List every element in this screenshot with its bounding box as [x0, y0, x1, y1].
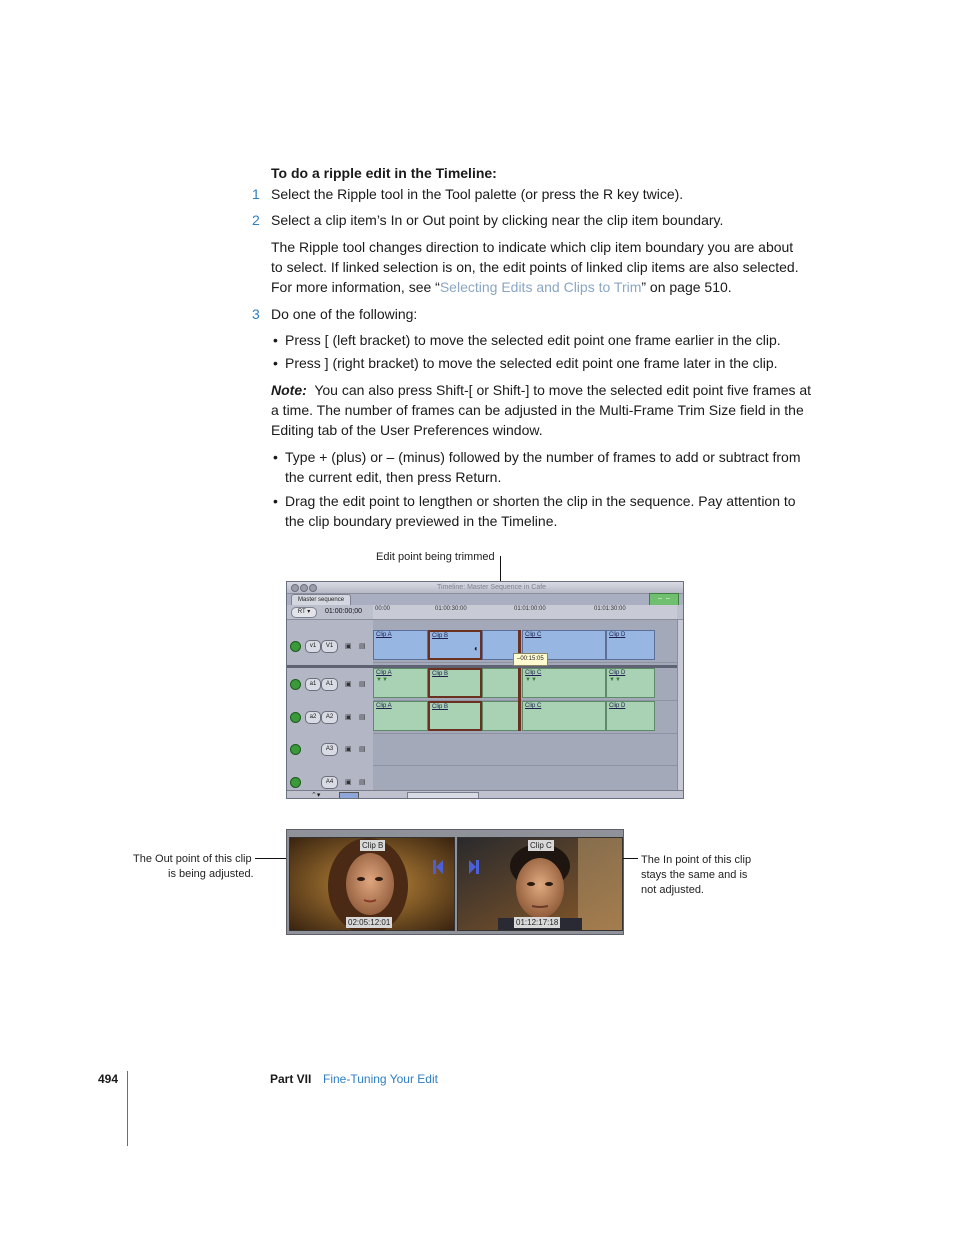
track-audible-icon[interactable] — [290, 712, 301, 723]
note-text: You can also press Shift-[ or Shift-] to move the selected edit point five frames at — [314, 382, 812, 398]
lock-icon[interactable]: ▣ — [345, 714, 352, 721]
callout-edit-point: Edit point being trimmed — [376, 551, 495, 563]
clip-label: Clip B — [432, 671, 449, 677]
track-audible-icon[interactable] — [290, 679, 301, 690]
step-text: Select a clip item’s In or Out point by clicking near the clip item boundary. — [271, 212, 724, 228]
clip-item[interactable] — [482, 701, 520, 731]
step-text: Select the Ripple tool in the Tool palette (or press the R key twice). — [271, 186, 684, 202]
in-point-marker-icon — [468, 859, 480, 875]
edit-point-marker[interactable] — [518, 630, 521, 731]
bullet: • — [273, 493, 278, 509]
ruler-tick: 01:01:00:00 — [514, 606, 546, 612]
auto-select-icon[interactable]: ▤ — [359, 643, 366, 650]
clip-overlays-icon[interactable]: ⌃▾ — [311, 792, 321, 799]
bullet: • — [273, 355, 278, 371]
bullet-text: Drag the edit point to lengthen or shorten the clip in the sequence. Pay attention to — [285, 493, 796, 509]
clip-label: Clip A — [376, 670, 392, 676]
track-header-a3 — [287, 733, 373, 765]
timeline-window — [286, 581, 684, 799]
callout-out-point: The Out point of this clip — [133, 853, 252, 865]
clip-item-selected[interactable] — [428, 668, 482, 698]
callout-in-point: stays the same and is — [641, 869, 748, 881]
page-number: 494 — [98, 1072, 119, 1086]
frame-clip-label: Clip C — [530, 841, 552, 850]
lock-icon[interactable]: ▣ — [345, 779, 352, 786]
bullet-text: the current edit, then press Return. — [285, 469, 502, 485]
clip-item[interactable] — [606, 630, 655, 660]
clip-label: Clip D — [609, 632, 626, 638]
link-marker-icon: ▼▼ — [525, 677, 537, 683]
lock-icon[interactable]: ▣ — [345, 746, 352, 753]
clip-label: Clip B — [432, 704, 449, 710]
clip-label: Clip D — [609, 670, 626, 676]
video-audio-divider[interactable] — [287, 665, 684, 668]
text-fragment: For more information, see “ — [271, 279, 440, 295]
step-number: 1 — [252, 186, 260, 202]
paragraph-line: The Ripple tool changes direction to indicate which clip item boundary you are about — [271, 239, 794, 255]
out-point-marker-icon — [432, 859, 444, 875]
destination-control[interactable]: A3 — [321, 743, 338, 756]
track-lane-a3 — [373, 733, 677, 766]
frame-timecode: 01:12:17:18 — [516, 918, 559, 927]
clip-label: Clip C — [525, 703, 542, 709]
track-audible-icon[interactable] — [290, 744, 301, 755]
callout-leader — [623, 858, 638, 859]
outgoing-frame — [289, 837, 455, 931]
auto-select-icon[interactable]: ▤ — [359, 779, 366, 786]
footer-part: Part VII — [270, 1072, 312, 1086]
tab-master-sequence[interactable]: Master sequence — [291, 594, 351, 605]
footer-chapter-link[interactable]: Fine-Tuning Your Edit — [323, 1072, 438, 1086]
note-label: Note: — [271, 382, 307, 398]
clip-label: Clip A — [376, 632, 392, 638]
clip-item[interactable] — [373, 668, 428, 698]
bullet-text: the clip boundary previewed in the Timeline. — [285, 513, 558, 529]
track-lane-a1 — [373, 668, 677, 701]
note-line: Editing tab of the User Preferences window. — [271, 422, 543, 438]
ruler-tick: 01:00:30:00 — [435, 606, 467, 612]
bullet-text: Press ] (right bracket) to move the selected edit point one frame later in the clip. — [285, 355, 778, 371]
callout-out-point: is being adjusted. — [168, 868, 254, 880]
current-timecode-field[interactable]: 01:00:00;00 — [325, 608, 362, 615]
lock-icon[interactable]: ▣ — [345, 643, 352, 650]
auto-select-icon[interactable]: ▤ — [359, 746, 366, 753]
rt-menu-button[interactable]: RT ▾ — [291, 607, 317, 618]
clip-item[interactable] — [606, 668, 655, 698]
bullet: • — [273, 332, 278, 348]
bullet: • — [273, 449, 278, 465]
step-text: Do one of the following: — [271, 306, 418, 322]
destination-control[interactable]: A2 — [321, 711, 338, 724]
track-headers — [287, 620, 374, 790]
track-lane-a2 — [373, 701, 677, 734]
paragraph-line — [271, 277, 732, 297]
destination-control[interactable]: A1 — [321, 678, 338, 691]
auto-select-icon[interactable]: ▤ — [359, 681, 366, 688]
destination-control[interactable]: V1 — [321, 640, 338, 653]
minimize-button[interactable] — [300, 584, 308, 592]
text-fragment: ” on page 510. — [641, 279, 732, 295]
step-number: 2 — [252, 212, 260, 228]
cross-reference-link[interactable]: Selecting Edits and Clips to Trim — [439, 279, 642, 295]
track-height-control[interactable] — [339, 792, 359, 799]
bullet-text: Press [ (left bracket) to move the selected edit point one frame earlier in the clip. — [285, 332, 781, 348]
vertical-scrollbar[interactable] — [677, 620, 684, 790]
close-button[interactable] — [291, 584, 299, 592]
footer-rule — [127, 1071, 128, 1146]
two-up-display — [286, 829, 624, 935]
clip-item[interactable] — [522, 668, 606, 698]
note-line: a time. The number of frames can be adjusted in the Multi-Frame Trim Size field in the — [271, 402, 804, 418]
note-line — [271, 380, 811, 400]
timeline-titlebar — [287, 582, 683, 594]
source-control[interactable]: a2 — [305, 711, 321, 724]
clip-item[interactable] — [482, 668, 520, 698]
destination-control[interactable]: A4 — [321, 776, 338, 789]
procedure-heading: To do a ripple edit in the Timeline: — [271, 165, 497, 181]
track-audible-icon[interactable] — [290, 777, 301, 788]
clip-item[interactable] — [373, 701, 428, 731]
ripple-tool-cursor-icon: ◐ — [474, 644, 479, 653]
frame-clip-label: Clip B — [362, 841, 384, 850]
timeline-bottom-bar — [287, 790, 683, 799]
auto-select-icon[interactable]: ▤ — [359, 714, 366, 721]
clip-item[interactable] — [606, 701, 655, 731]
clip-label: Clip B — [432, 633, 449, 639]
clip-item[interactable] — [373, 630, 428, 660]
zoom-control-icon[interactable]: ⇔ ⇔ — [649, 593, 679, 606]
bullet-text: Type + (plus) or – (minus) followed by the number of frames to add or subtract from — [285, 449, 801, 465]
track-visibility-icon[interactable] — [290, 641, 301, 652]
callout-in-point: The In point of this clip — [641, 854, 752, 866]
clip-label: Clip C — [525, 632, 542, 638]
link-marker-icon: ▼▼ — [609, 677, 621, 683]
callout-in-point: not adjusted. — [641, 884, 704, 896]
clip-label: Clip C — [525, 670, 542, 676]
ruler-tick: 00:00 — [375, 606, 391, 612]
step-number: 3 — [252, 306, 260, 322]
link-marker-icon: ▼▼ — [376, 677, 388, 683]
frame-timecode: 02:05:12:01 — [348, 918, 391, 927]
clip-item-selected[interactable] — [428, 701, 482, 731]
incoming-frame — [457, 837, 623, 931]
timeline-ruler[interactable] — [373, 605, 677, 620]
paragraph-line: to select. If linked selection is on, the edit points of linked clip items are also selected. — [271, 259, 799, 275]
source-control[interactable]: v1 — [305, 640, 321, 653]
track-header-a1 — [287, 668, 373, 700]
zoom-button[interactable] — [309, 584, 317, 592]
window-title: Timeline: Master Sequence in Cafe — [437, 584, 547, 591]
track-area — [373, 620, 677, 790]
clip-label: Clip D — [609, 703, 626, 709]
zoom-slider[interactable] — [407, 792, 479, 799]
track-header-v1 — [287, 630, 373, 662]
ruler-tick: 01:01:30:00 — [594, 606, 626, 612]
track-header-a2 — [287, 701, 373, 733]
clip-item[interactable] — [522, 701, 606, 731]
trim-amount-tooltip: –00:15:05 — [513, 653, 548, 666]
callout-leader — [255, 858, 289, 859]
source-control[interactable]: a1 — [305, 678, 321, 691]
lock-icon[interactable]: ▣ — [345, 681, 352, 688]
clip-label: Clip A — [376, 703, 392, 709]
